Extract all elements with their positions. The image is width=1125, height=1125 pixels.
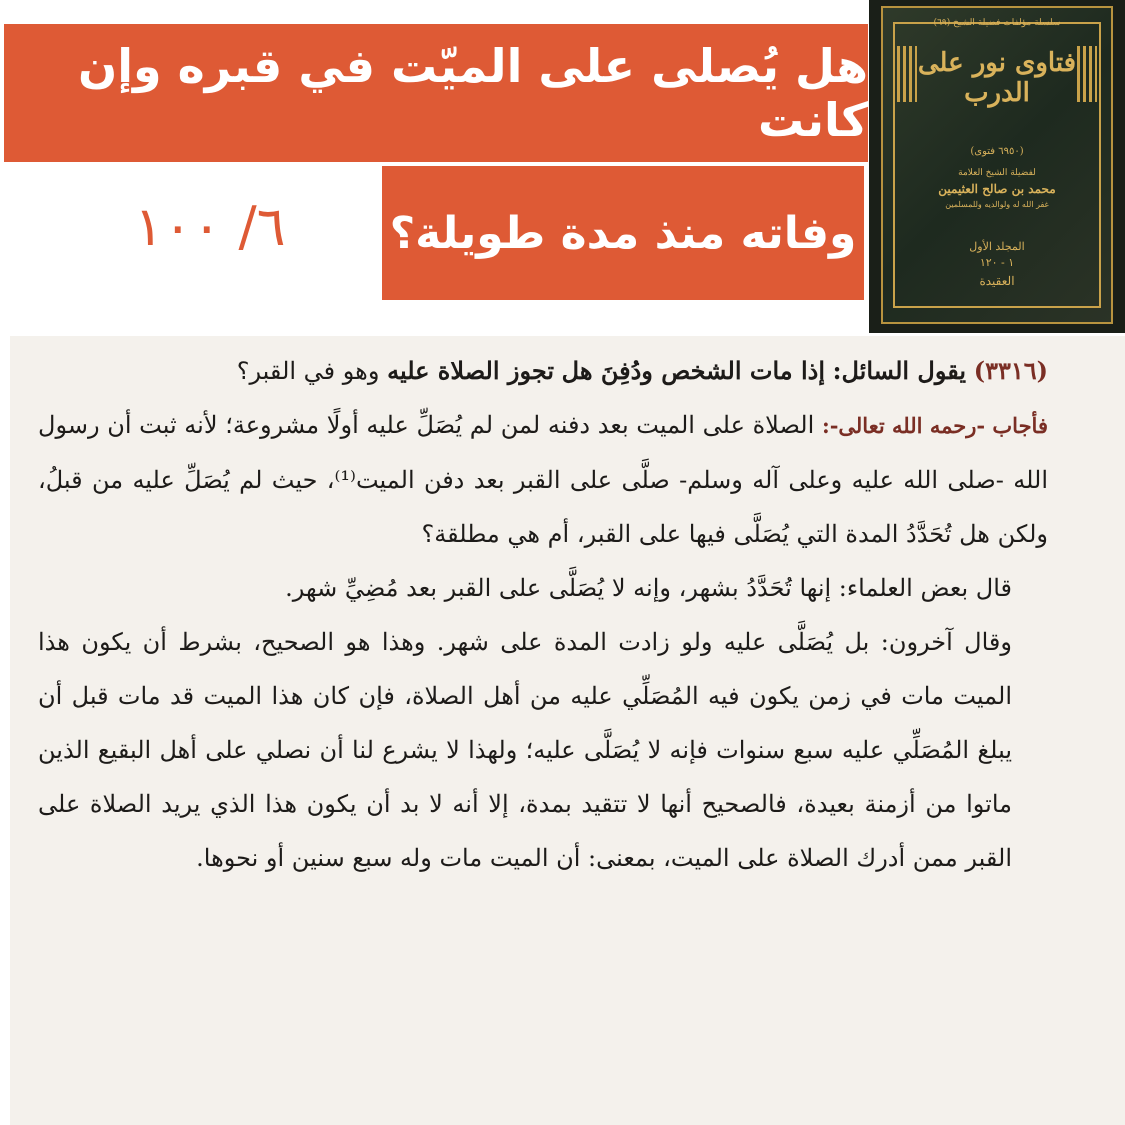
question-number: (٣٣١٦) <box>973 356 1048 385</box>
book-series: سلسلة مؤلفات فضيلة الشيخ (٦٩) <box>933 18 1061 28</box>
title-banner-line-2 <box>382 166 864 300</box>
book-volume: المجلد الأول <box>969 240 1025 253</box>
title-line-2: وفاته منذ مدة طويلة؟ <box>389 207 857 259</box>
book-cover-image <box>869 0 1125 333</box>
question-label: يقول السائل: <box>832 356 967 385</box>
book-title: فتاوى نور على الدرب <box>917 48 1077 108</box>
page-text <box>38 344 1048 885</box>
question-bold: تجوز الصلاة عليه <box>387 356 555 385</box>
question <box>38 344 1048 398</box>
answer-paragraph-3: وقال آخرون: بل يُصَلَّى عليه ولو زادت المدة على شهر. وهذا هو الصحيح، بشرط أن يكون هذا الميت مات في زمن يكون فيه المُصَلِّي عليه من أهل الصلاة، فإن كان هذا الميت قد مات قبل أن يبلغ المُصَلِّي عليه سبع سنوات فإنه لا يُصَلَّى عليه؛ ولهذا لا يشرع لنا أن نصلي على أهل البقيع الذين ماتوا من أزمنة بعيدة، فالصحيح أنها لا تتقيد بمدة، إلا أنه لا بد أن يكون هذا الذي يريد الصلاة على القبر ممن أدرك الصلاة على الميت، بمعنى: أن الميت مات وله سبع سنين أو نحوها. <box>38 628 1012 872</box>
question-text: إذا مات الشخص ودُفِنَ هل <box>561 356 825 385</box>
book-author-prefix: لفضيلة الشيخ العلامة <box>958 168 1036 178</box>
answer-lead: فأجاب -رحمه الله تعالى-: <box>821 413 1048 438</box>
question-end: وهو في القبر؟ <box>236 357 380 385</box>
book-fatwa-count: (٦٩٥٠ فتوى) <box>970 146 1024 157</box>
answer-paragraph-1 <box>38 398 1048 561</box>
book-cover <box>881 6 1113 324</box>
title-banner-line-1 <box>4 24 868 162</box>
book-author: محمد بن صالح العثيمين <box>938 182 1056 196</box>
answer-paragraph-2: قال بعض العلماء: إنها تُحَدَّدُ بشهر، وإنه لا يُصَلَّى على القبر بعد مُضِيِّ شهر. <box>285 574 1012 602</box>
book-topic: العقيدة <box>979 274 1015 288</box>
book-range: ١ - ١٢٠ <box>979 256 1015 269</box>
title-line-1: هل يُصلى على الميّت في قبره وإن كانت <box>78 39 868 147</box>
answer-text-1: الصلاة على الميت بعد دفنه لمن لم يُصَلِّ عليه أولًا مشروعة؛ لأنه ثبت أن رسول الله -صلى الله عليه وعلى آله وسلم- صلَّى على القبر بعد دفن الميت⁽¹⁾، حيث لم يُصَلِّ عليه من قبلُ، ولكن هل تُحَدَّدُ المدة التي يُصَلَّى فيها على القبر، أم هي مطلقة؟ <box>38 411 1048 548</box>
page-reference: ٦/ ١٠٠ <box>134 195 286 258</box>
book-page <box>10 336 1125 1125</box>
book-author-suffix: غفر الله له ولوالديه وللمسلمين <box>945 200 1049 209</box>
